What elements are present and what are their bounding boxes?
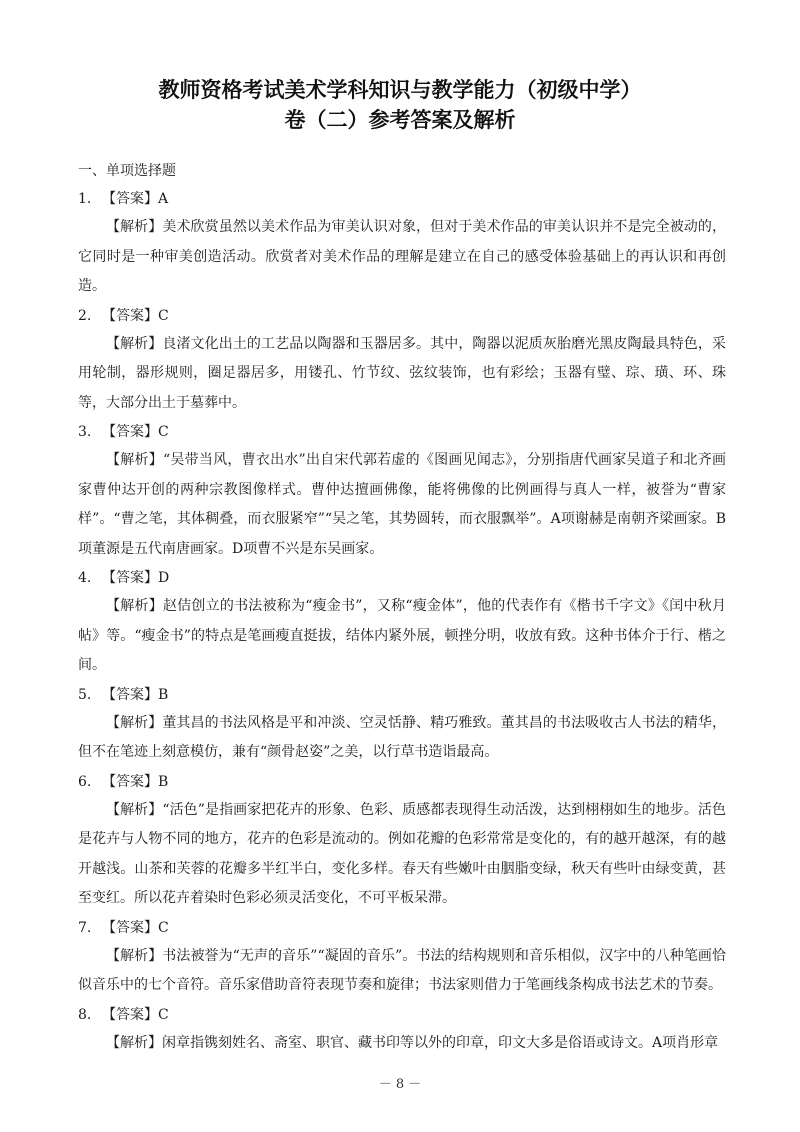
question-item: [78, 1001, 726, 1059]
explanation-text: 【解析】书法被誉为“无声的音乐”“凝固的音乐”。书法的结构规则和音乐相似，汉字中的八种笔画恰似音乐中的七个音符。音乐家借助音符表现节奏和旋律；书法家则借力于笔画线条构成书法艺术的节奏。: [78, 947, 726, 993]
question-number: 2.: [78, 307, 92, 324]
question-number: 4.: [78, 570, 92, 586]
answer-text: 【答案】C: [102, 1006, 169, 1023]
question-item: [78, 768, 726, 914]
answer-text: 【答案】B: [102, 773, 169, 790]
explanation-text: 【解析】“活色”是指画家把花卉的形象、色彩、质感都表现得生动活泼，达到栩栩如生的地步。活色是花卉与人物不同的地方，花卉的色彩是流动的。例如花瓣的色彩常常是变化的，有的越开越深，有的越开越浅。山茶和芙蓉的花瓣多半红半白，变化多样。春天有些嫩叶由胭脂变绿，秋天有些叶由绿变黄，甚至变红。所以花卉着染时色彩必须灵活变化，不可平板呆滞。: [78, 801, 726, 906]
question-number: 1.: [78, 191, 92, 207]
explanation-text: 【解析】良渚文化出土的工艺品以陶器和玉器居多。其中，陶器以泥质灰胎磨光黑皮陶最具特色，采用轮制，器形规则，圈足器居多，用镂孔、竹节纹、弦纹装饰，也有彩绘；玉器有璧、琮、璜、环、珠等，大部分出土于墓葬中。: [78, 335, 726, 411]
answer-line: [78, 1001, 726, 1029]
answer-line: [78, 185, 726, 213]
answer-line: [78, 302, 726, 330]
document-title: 教师资格考试美术学科知识与教学能力（初级中学）: [158, 78, 642, 102]
question-item: [78, 681, 726, 768]
page-number: － 8 －: [378, 1077, 422, 1092]
answer-line: [78, 681, 726, 709]
explanation-text: 【解析】闲章指镌刻姓名、斋室、职官、藏书印等以外的印章，印文大多是俗语或诗文。A项肖形章: [106, 1034, 719, 1051]
question-item: [78, 564, 726, 681]
question-number: 8.: [78, 1006, 92, 1023]
explanation-text: 【解析】“吴带当风，曹衣出水”出自宋代郭若虚的《图画见闻志》，分别指唐代画家吴道子和北齐画家曹仲达开创的两种宗教图像样式。曹仲达擅画佛像，能将佛像的比例画得与真人一样，被誉为“曹家样”。“曹之笔，其体稠叠，而衣服紧窄”“吴之笔，其势圆转，而衣服飘举”。A项谢赫是南朝齐梁画家。B项董源是五代南唐画家。D项曹不兴是东吴画家。: [78, 452, 726, 557]
answer-line: [78, 564, 726, 592]
question-item: [78, 302, 726, 419]
answer-text: 【答案】C: [102, 424, 169, 440]
question-item: [78, 418, 726, 564]
answer-text: 【答案】C: [102, 307, 169, 324]
question-number: 7.: [78, 919, 92, 936]
question-item: [78, 914, 726, 1001]
answer-text: 【答案】D: [102, 570, 170, 586]
explanation-text: 【解析】美术欣赏虽然以美术作品为审美认识对象，但对于美术作品的审美认识并不是完全被动的，它同时是一种审美创造活动。欣赏者对美术作品的理解是建立在自己的感受体验基础上的再认识和再创造。: [78, 219, 726, 294]
document-subtitle: 卷（二）参考答案及解析: [284, 108, 516, 132]
question-item: [78, 185, 726, 302]
question-number: 5.: [78, 686, 92, 703]
answer-text: 【答案】B: [102, 686, 169, 703]
answer-line: [78, 418, 726, 446]
answer-line: [78, 768, 726, 796]
question-number: 6.: [78, 773, 92, 790]
answer-line: [78, 914, 726, 942]
answer-text: 【答案】C: [102, 919, 169, 936]
explanation-text: 【解析】赵佶创立的书法被称为“瘦金书”，又称“瘦金体”，他的代表作有《楷书千字文》《闰中秋月帖》等。“瘦金书”的特点是笔画瘦直挺拔，结体内紧外展，顿挫分明，收放有致。这种书体介于行、楷之间。: [78, 598, 726, 673]
section-heading: 一、单项选择题: [78, 163, 176, 179]
answer-text: 【答案】A: [102, 191, 169, 207]
explanation-text: 【解析】董其昌的书法风格是平和冲淡、空灵恬静、精巧雅致。董其昌的书法吸收古人书法的精华，但不在笔迹上刻意模仿，兼有“颜骨赵姿”之美，以行草书造诣最高。: [78, 714, 726, 760]
answer-list: [78, 157, 726, 1058]
question-number: 3.: [78, 424, 92, 440]
